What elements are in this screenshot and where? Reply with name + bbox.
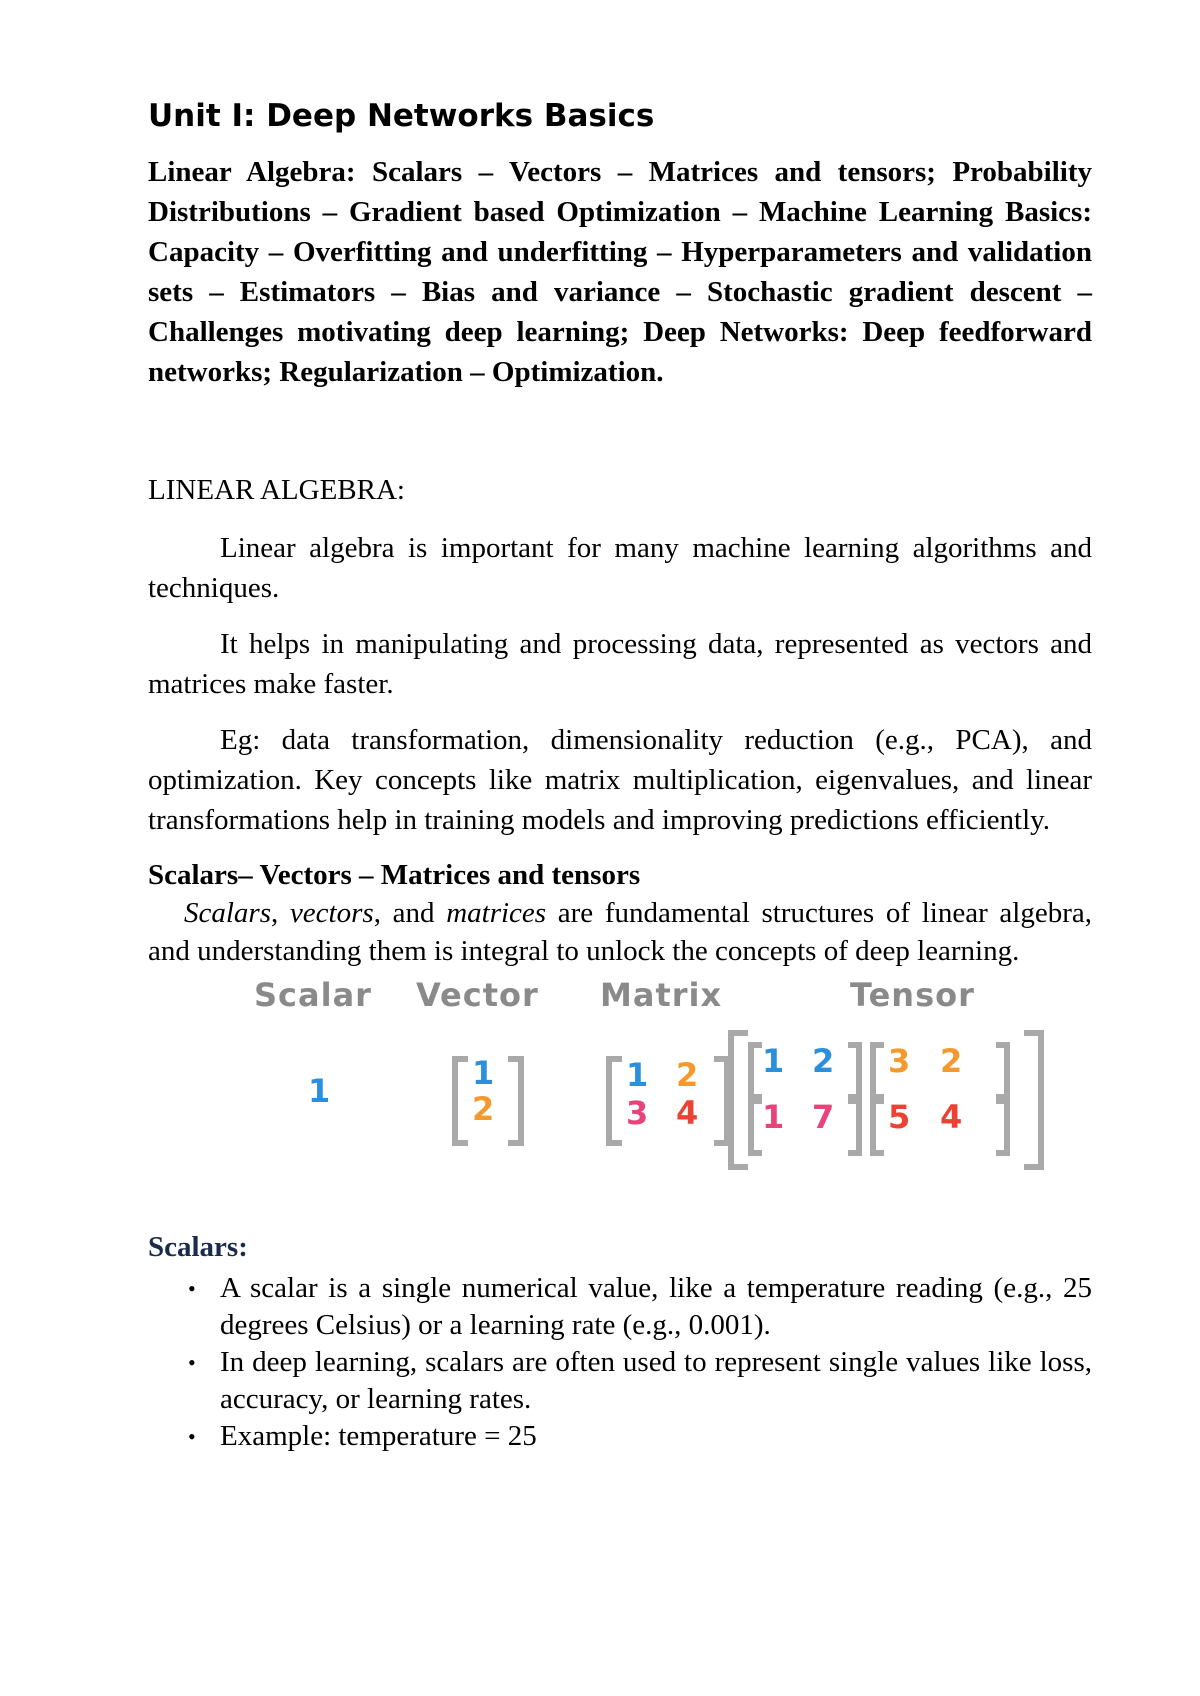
document-page	[148, 96, 1092, 1455]
tensor-slice2-row1-right-bracket	[996, 1042, 1010, 1100]
svmt-heading: Scalars– Vectors – Matrices and tensors	[148, 859, 641, 891]
scalars-bullet-list	[148, 1270, 1092, 1455]
scalar-vector-matrix-tensor-figure	[148, 976, 1092, 1206]
intro-separator-1: ,	[271, 897, 290, 929]
tensor-slice1-row2-right-bracket	[848, 1098, 862, 1156]
list-item	[148, 1418, 1092, 1455]
svmt-intro	[148, 894, 1092, 970]
matrix-element-1-2: 2	[676, 1056, 699, 1094]
vector-left-bracket	[452, 1056, 468, 1146]
list-item-text: Example: temperature = 25	[220, 1420, 537, 1452]
bullet-icon: •	[188, 1424, 196, 1449]
bullet-icon: •	[188, 1350, 196, 1375]
tensor-s2-r1-c2: 2	[940, 1042, 963, 1080]
tensor-slice2-row2-left-bracket	[870, 1098, 884, 1156]
tensor-s2-r1-c1: 3	[888, 1042, 911, 1080]
vector-element-1: 1	[472, 1054, 495, 1092]
figure-label-vector: Vector	[416, 976, 539, 1014]
term-scalars: Scalars	[184, 897, 271, 929]
matrix-element-2-2: 4	[676, 1094, 699, 1132]
linear-algebra-paragraph-3: Eg: data transformation, dimensionality reduction (e.g., PCA), and optimization. Key concepts like matrix multiplication, eigenvalues, and linear transformations help in training models and improving predictions efficiently.	[148, 724, 1092, 836]
tensor-slice1-row1-left-bracket	[748, 1042, 762, 1100]
tensor-outer-right-bracket	[1024, 1030, 1044, 1170]
vector-right-bracket	[508, 1056, 524, 1146]
list-item-text: A scalar is a single numerical value, like a temperature reading (e.g., 25 degrees Celsius) or a learning rate (e.g., 0.001).	[220, 1272, 1092, 1341]
term-matrices: matrices	[446, 897, 547, 929]
matrix-element-2-1: 3	[626, 1094, 649, 1132]
vector-element-2: 2	[472, 1090, 495, 1128]
intro-rest: are fundamental structures of linear algebra, and understanding them is integral to unlock the concepts of deep learning.	[148, 897, 1093, 967]
intro-separator-2: ,	[373, 897, 393, 929]
figure-label-scalar: Scalar	[254, 976, 372, 1014]
figure-label-matrix: Matrix	[600, 976, 723, 1014]
figure-label-tensor: Tensor	[850, 976, 975, 1014]
intro-and: and	[392, 897, 447, 929]
tensor-s1-r1-c2: 2	[812, 1042, 835, 1080]
syllabus-paragraph: Linear Algebra: Scalars – Vectors – Matrices and tensors; Probability Distributions – Gradient based Optimization – Machine Learning Basics: Capacity – Overfitting and underfitting – Hyperparameters and validation sets – Estimators – Bias and variance – Stochastic gradient descent – Challenges motivating deep learning; Deep Networks: Deep feedforward networks; Regularization – Optimization.	[148, 156, 1092, 388]
linear-algebra-paragraph-2: It helps in manipulating and processing data, represented as vectors and matrices make faster.	[148, 628, 1092, 700]
list-item	[148, 1344, 1092, 1418]
linear-algebra-paragraph-1: Linear algebra is important for many machine learning algorithms and techniques.	[148, 532, 1092, 604]
matrix-left-bracket	[606, 1056, 622, 1146]
matrix-element-1-1: 1	[626, 1056, 649, 1094]
tensor-s2-r2-c1: 5	[888, 1098, 911, 1136]
list-item-text: In deep learning, scalars are often used to represent single values like loss, accuracy, or learning rates.	[220, 1346, 1092, 1415]
tensor-slice1-row2-left-bracket	[748, 1098, 762, 1156]
tensor-s2-r2-c2: 4	[940, 1098, 963, 1136]
unit-title: Unit I: Deep Networks Basics	[148, 98, 655, 134]
tensor-s1-r2-c1: 1	[762, 1098, 785, 1136]
linear-algebra-heading: LINEAR ALGEBRA:	[148, 474, 405, 506]
scalar-value: 1	[308, 1072, 331, 1110]
tensor-slice2-row1-left-bracket	[870, 1042, 884, 1100]
tensor-s1-r2-c2: 7	[812, 1098, 835, 1136]
list-item	[148, 1270, 1092, 1344]
tensor-slice1-row1-right-bracket	[848, 1042, 862, 1100]
tensor-slice2-row2-right-bracket	[996, 1098, 1010, 1156]
tensor-s1-r1-c1: 1	[762, 1042, 785, 1080]
tensor-outer-left-bracket	[728, 1030, 748, 1170]
term-vectors: vectors	[289, 897, 374, 929]
bullet-icon: •	[188, 1276, 196, 1301]
scalars-heading: Scalars:	[148, 1231, 248, 1263]
